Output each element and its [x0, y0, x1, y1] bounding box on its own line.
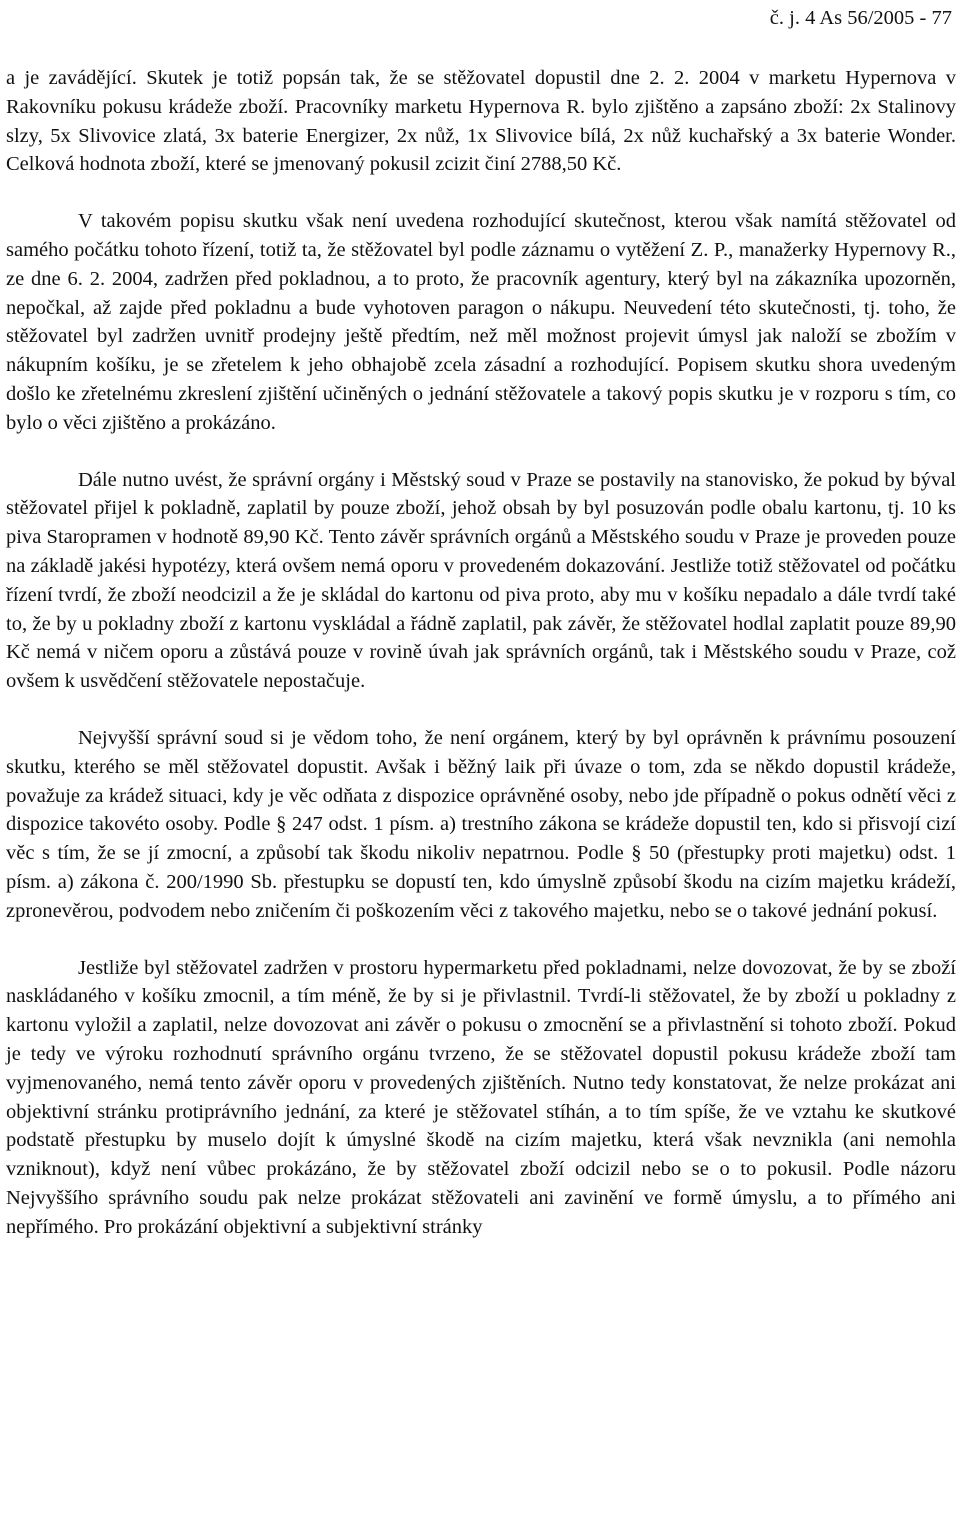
paragraph: V takovém popisu skutku však není uvedena rozhodující skutečnost, kterou však namítá stěžovatel od samého počátku tohoto řízení, totiž ta, že stěžovatel byl podle záznamu o vytěžení Z. P., manažerky Hypernovy R., ze dne 6. 2. 2004, zadržen před pokladnou, a to proto, že pracovník agentury, který byl na zákazníka upozorněn, nepočkal, až zajde před pokladnu a bude vyhotoven paragon o nákupu. Neuvedení této skutečnosti, tj. toho, že stěžovatel byl zadržen uvnitř prodejny ještě předtím, než měl možnost projevit úmysl jak naloží se zbožím v nákupním košíku, je se zřetelem k jeho obhajobě zcela zásadní a rozhodující. Popisem skutku shora uvedeným došlo ke zřetelnému zkreslení zjištění učiněných o jednání stěžovatele a takový popis skutku je v rozporu s tím, co bylo o věci zjištěno a prokázáno. — [6, 210, 956, 434]
document-body — [6, 64, 956, 1241]
paragraph-continuation: a je zavádějící. Skutek je totiž popsán tak, že se stěžovatel dopustil dne 2. 2. 2004 v marketu Hypernova v Rakovníku pokusu krádeže zboží. Pracovníky marketu Hypernova R. bylo zjištěno a zapsáno zboží: 2x Stalinovy slzy, 5x Slivovice zlatá, 3x baterie Energizer, 2x nůž, 1x Slivovice bílá, 2x nůž kuchařský a 3x baterie Wonder. Celková hodnota zboží, které se jmenovaný pokusil zcizit činí 2788,50 Kč. — [6, 67, 956, 176]
paragraph: Nejvyšší správní soud si je vědom toho, že není orgánem, který by byl oprávněn k právnímu posouzení skutku, kterého se měl stěžovatel dopustit. Avšak i běžný laik při úvaze o tom, zda se někdo dopustil krádeže, považuje za krádež situaci, kdy je věc odňata z dispozice oprávněné osoby, nebo jde případně o pokus odnětí věci z dispozice takovéto osoby. Podle § 247 odst. 1 písm. a) trestního zákona se krádeže dopustil ten, kdo si přisvojí cizí věc s tím, že se jí zmocní, a způsobí tak škodu nikoliv nepatrnou. Podle § 50 (přestupky proti majetku) odst. 1 písm. a) zákona č. 200/1990 Sb. přestupku se dopustí ten, kdo úmyslně způsobí škodu na cizím majetku krádeží, zpronevěrou, podvodem nebo zničením či poškozením věci z takového majetku, nebo se o takové jednání pokusí. — [6, 726, 956, 922]
paragraph: Dále nutno uvést, že správní orgány i Městský soud v Praze se postavily na stanovisko, že pokud by býval stěžovatel přijel k pokladně, zaplatil by pouze zboží, jehož obsah by byl posuzován podle obalu kartonu, tj. 10 ks piva Staropramen v hodnotě 89,90 Kč. Tento závěr správních orgánů a Městského soudu v Praze je proveden pouze na základě jakési hypotézy, která ovšem nemá oporu v provedeném dokazování. Jestliže totiž stěžovatel od počátku řízení tvrdí, že zboží neodcizil a že je skládal do kartonu od piva proto, aby mu v košíku nepadalo a dále tvrdí také to, že by u pokladny zboží z kartonu vyskládal a řádně zaplatil, pak závěr, že stěžovatel hodlal zaplatit pouze 89,90 Kč nemá v ničem oporu a zůstává pouze v rovině úvah jak správních orgánů, tak i Městského soudu v Praze, což ovšem k usvědčení stěžovatele nepostačuje. — [6, 468, 956, 693]
case-number-header: č. j. 4 As 56/2005 - 77 — [769, 7, 952, 29]
paragraph: Jestliže byl stěžovatel zadržen v prostoru hypermarketu před pokladnami, nelze dovozovat, že by se zboží naskládaného v košíku zmocnil, a tím méně, že by si je přivlastnil. Tvrdí-li stěžovatel, že by zboží u pokladny z kartonu vyložil a zaplatil, nelze dovozovat ani závěr o pokusu o zmocnění se a přivlastnění si tohoto zboží. Pokud je tedy ve výroku rozhodnutí správního orgánu tvrzeno, že se stěžovatel dopustil pokusu krádeže zboží tam vyjmenovaného, nemá tento závěr oporu v provedených zjištěních. Nutno tedy konstatovat, že nelze prokázat ani objektivní stránku protiprávního jednání, za které je stěžovatel stíhán, a to tím spíše, že ve vztahu ke skutkové podstatě přestupku by muselo dojít k úmyslné škodě na cizím majetku, která však nevznikla (ani nemohla vzniknout), když není vůbec prokázáno, že by stěžovatel zboží odcizil nebo se o to pokusil. Podle názoru Nejvyššího správního soudu pak nelze prokázat stěžovateli ani zavinění ve formě úmyslu, a to přímého ani nepřímého. Pro prokázání objektivní a subjektivní stránky — [6, 956, 956, 1238]
